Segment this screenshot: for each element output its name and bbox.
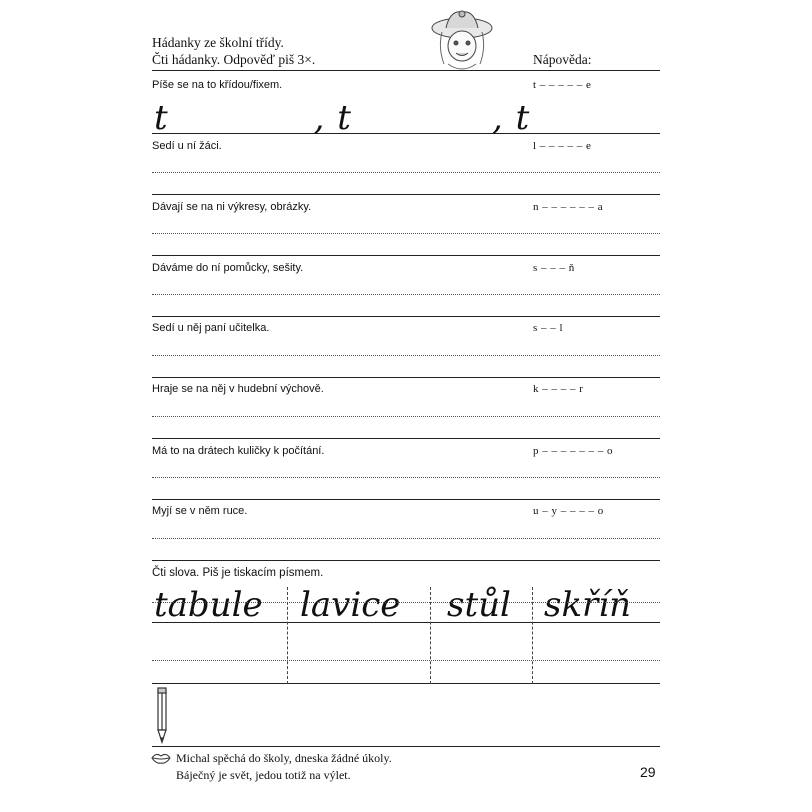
answer-line [152,377,660,378]
worksheet-title: Hádanky ze školní třídy. [152,35,284,50]
riddle-question: Dávají se na ni výkresy, obrázky. [152,201,312,213]
footer-rule [152,746,660,747]
cursive-word: tabule [154,585,263,625]
riddle-hint: n – – – – – – a [533,201,604,213]
worksheet-instruction: Čti hádanky. Odpověď piš 3×. [152,52,316,67]
riddle-question: Sedí u něj paní učitelka. [152,322,270,334]
pencil-icon [154,686,170,744]
hint-label: Nápověda: [533,52,592,67]
girl-with-hat-illustration [428,8,496,74]
answer-line [152,194,660,195]
words-instruction: Čti slova. Piš je tiskacím písmem. [152,567,324,579]
cursive-word: stůl [447,585,511,625]
column-divider [287,587,288,684]
riddle-question: Píše se na to křídou/fixem. [152,79,283,91]
answer-guide-line [152,172,660,173]
answer-guide-line [152,538,660,539]
lips-icon [150,751,172,765]
riddle-question: Sedí u ní žáci. [152,140,222,152]
riddle-hint: k – – – – r [533,383,584,395]
riddle-question: Hraje se na něj v hudební výchově. [152,383,324,395]
answer-line [152,499,660,500]
page-number: 29 [640,764,656,780]
answer-line [152,316,660,317]
writing-baseline [152,683,660,684]
answer-line [152,255,660,256]
answer-line [152,133,660,134]
answer-guide-line [152,355,660,356]
answer-guide-line [152,233,660,234]
riddle-question: Dáváme do ní pomůcky, sešity. [152,262,304,274]
column-divider [532,587,533,684]
answer-line [152,560,660,561]
column-divider [430,587,431,684]
riddle-hint: s – – l [533,322,564,334]
riddle-hint: u – y – – – – o [533,505,604,517]
footer-rhyme-line-2: Báječný je svět, jedou totiž na výlet. [176,768,351,782]
answer-line [152,438,660,439]
answer-guide-line [152,294,660,295]
riddle-question: Myjí se v něm ruce. [152,505,248,517]
riddle-hint: l – – – – – e [533,140,592,152]
writing-guide-line [152,660,660,661]
answer-guide-line [152,416,660,417]
answer-guide-line [152,477,660,478]
riddle-hint: t – – – – – e [533,79,592,91]
writing-guide-line [152,602,660,603]
example-answer: t , t , t [154,98,531,138]
riddle-question: Má to na drátech kuličky k počítání. [152,445,325,457]
riddle-hint: p – – – – – – – o [533,445,613,457]
cursive-word: skříň [544,585,632,625]
header-rule [152,70,660,71]
writing-baseline [152,622,660,623]
riddle-hint: s – – – ň [533,262,575,274]
cursive-word: lavice [300,585,401,625]
footer-rhyme-line-1: Michal spěchá do školy, dneska žádné úkoly. [176,751,392,765]
